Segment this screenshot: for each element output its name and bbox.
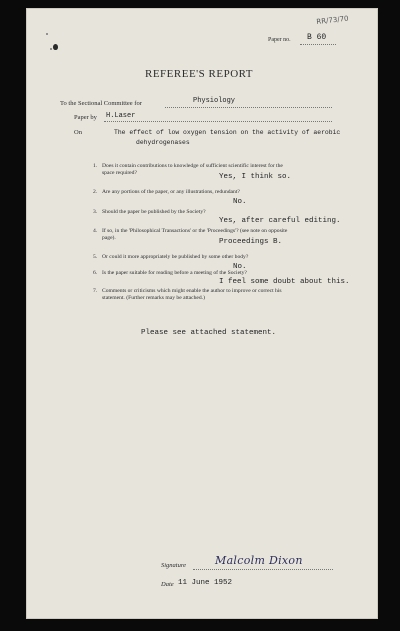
question-text: space required? bbox=[102, 170, 137, 176]
committee-label: To the Sectional Committee for bbox=[60, 100, 142, 107]
signature-label: Signature bbox=[161, 562, 187, 569]
answer-text: Yes, after careful editing. bbox=[219, 217, 341, 225]
signature: Malcolm Dixon bbox=[215, 554, 303, 567]
question-number: 5. bbox=[93, 254, 98, 260]
paper-speck bbox=[46, 33, 48, 35]
date-label: Date bbox=[161, 581, 174, 588]
question-text: If so, in the 'Philosophical Transactions' or the 'Proceedings'? (see note on opposite bbox=[102, 228, 288, 234]
question-text: page). bbox=[102, 235, 116, 241]
on-label: On bbox=[74, 129, 82, 136]
question-text: Comments or criticisms which might enable the author to improve or correct his bbox=[102, 288, 282, 294]
committee-value: Physiology bbox=[193, 97, 236, 105]
answer-text: No. bbox=[233, 198, 247, 206]
answer-text: Proceedings B. bbox=[219, 238, 283, 246]
page-title: REFEREE'S REPORT bbox=[145, 68, 254, 80]
paper-by-label: Paper by bbox=[74, 114, 97, 121]
question-number: 7. bbox=[93, 288, 98, 294]
catalog-number: RR/73/70 bbox=[316, 14, 349, 26]
paper-by-line bbox=[104, 121, 332, 122]
punch-hole bbox=[53, 44, 58, 50]
question-text: Should the paper be published by the Society? bbox=[102, 209, 206, 215]
question-number: 3. bbox=[93, 209, 98, 215]
question-text: Are any portions of the paper, or any illustrations, redundant? bbox=[102, 189, 240, 195]
question-number: 2. bbox=[93, 189, 98, 195]
question-number: 1. bbox=[93, 163, 98, 169]
report-sheet bbox=[27, 9, 377, 618]
date-value: 11 June 1952 bbox=[178, 579, 233, 587]
question-number: 6. bbox=[93, 270, 98, 276]
question-number: 4. bbox=[93, 228, 98, 234]
committee-line bbox=[165, 107, 332, 108]
paper-title-line1: The effect of low oxygen tension on the activity of aerobic bbox=[114, 129, 341, 136]
answer-text: Yes, I think so. bbox=[219, 173, 292, 181]
answer-text: I feel some doubt about this. bbox=[219, 278, 350, 286]
paper-speck bbox=[50, 48, 52, 50]
question-text: Is the paper suitable for reading before a meeting of the Society? bbox=[102, 270, 247, 276]
paper-by-value: H.Laser bbox=[106, 112, 136, 120]
question-text: statement. (Further remarks may be attached.) bbox=[102, 295, 205, 301]
question-text: Does it contain contributions to knowledge of sufficient scientific interest for the bbox=[102, 163, 283, 169]
question-text: Or could it more appropriately be published by some other body? bbox=[102, 254, 249, 260]
comment-text: Please see attached statement. bbox=[141, 329, 277, 337]
paper-no-value: B 60 bbox=[307, 33, 327, 42]
paper-no-label: Paper no. bbox=[268, 37, 291, 43]
paper-title-line2: dehydrogenases bbox=[136, 139, 190, 146]
paper-no-line bbox=[300, 44, 336, 45]
answer-text: No. bbox=[233, 263, 247, 271]
signature-line bbox=[193, 569, 333, 570]
